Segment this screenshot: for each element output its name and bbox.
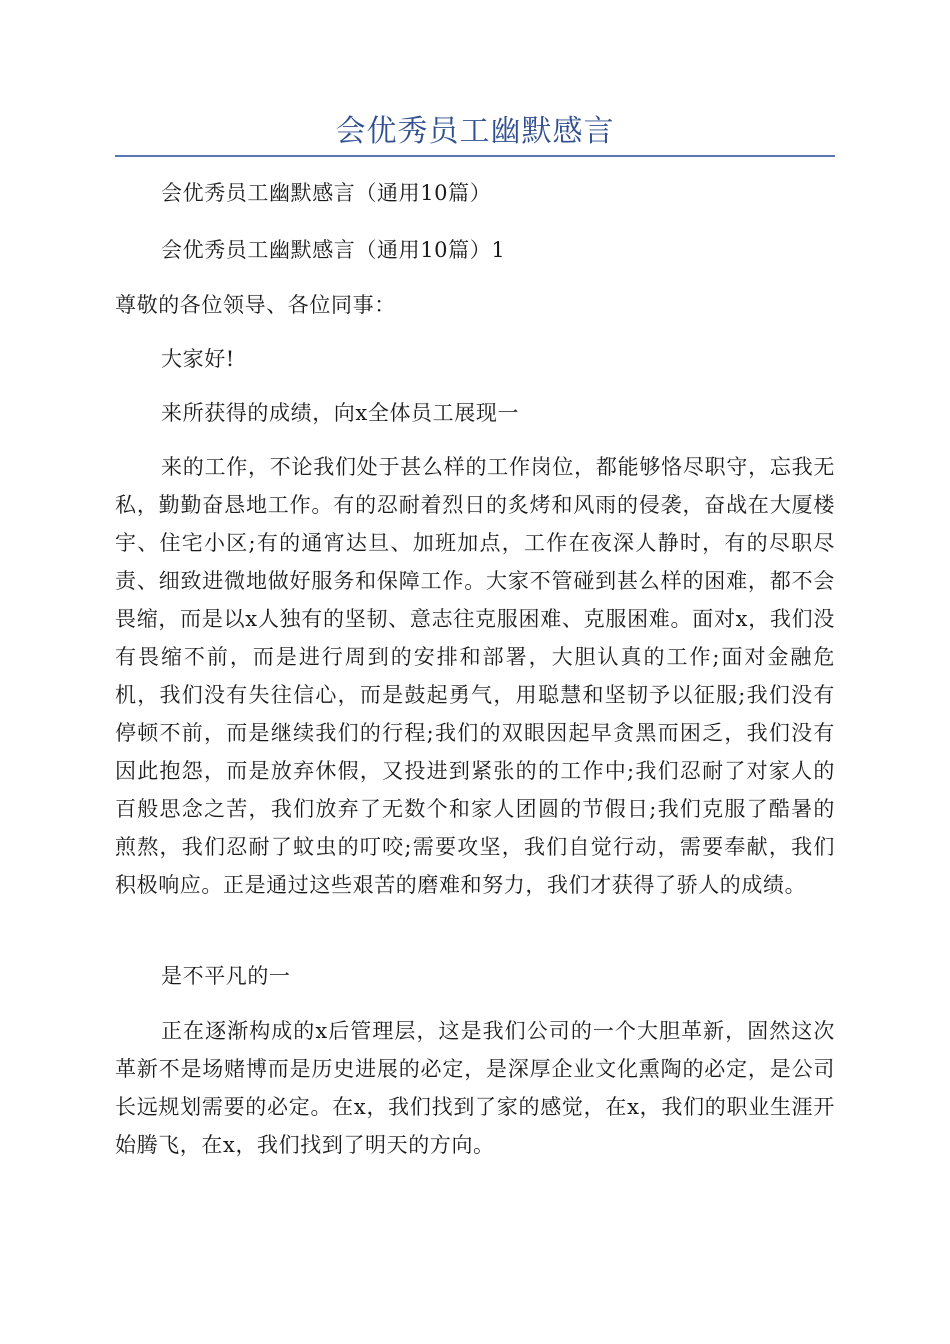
paragraph: 会优秀员工幽默感言（通用10篇）1: [161, 238, 506, 262]
short-line: [115, 957, 835, 995]
paragraph: 正在逐渐构成的x后管理层，这是我们公司的一个大胆革新，固然这次革新不是场赌博而是历史进展的必定，是深厚企业文化熏陶的必定，是公司长远规划需要的必定。在x，我们找到了家的感觉，在x，我们的职业生涯开始腾飞，在x，我们找到了明天的方向。: [115, 1019, 835, 1157]
closing-paragraph: [115, 1012, 835, 1164]
paragraph: 是不平凡的一: [161, 964, 291, 988]
paragraph: 来的工作，不论我们处于甚么样的工作岗位，都能够恪尽职守，忘我无私，勤勤奋恳地工作。有的忍耐着烈日的炙烤和风雨的侵袭，奋战在大厦楼宇、住宅小区;有的通宵达旦、加班加点，工作在夜深人静时，有的尽职尽责、细致进微地做好服务和保障工作。大家不管碰到甚么样的困难，都不会畏缩，而是以x人独有的坚韧、意志往克服困难、克服困难。面对x，我们没有畏缩不前，而是进行周到的安排和部署，大胆认真的工作;面对金融危机，我们没有失往信心，而是鼓起勇气，用聪慧和坚韧予以征服;我们没有停顿不前，而是继续我们的行程;我们的双眼因起早贪黑而困乏，我们没有因此抱怨，而是放弃休假，又投进到紧张的的工作中;我们忍耐了对家人的百般思念之苦，我们放弃了无数个和家人团圆的节假日;我们克服了酷暑的煎熬，我们忍耐了蚊虫的叮咬;需要攻坚，我们自觉行动，需要奉献，我们积极响应。正是通过这些艰苦的磨难和努力，我们才获得了骄人的成绩。: [115, 455, 835, 897]
paragraph: 尊敬的各位领导、各位同事：: [115, 293, 396, 317]
main-paragraph: [115, 448, 835, 904]
title-underline: [115, 155, 835, 157]
document-title: 会优秀员工幽默感言: [335, 114, 615, 149]
paragraph: 大家好!: [161, 347, 235, 371]
section-heading: [115, 231, 835, 269]
paragraph: 来所获得的成绩，向x全体员工展现一: [161, 401, 520, 425]
subtitle-paragraph: [115, 174, 835, 212]
intro-line: [115, 394, 835, 432]
paragraph: 会优秀员工幽默感言（通用10篇）: [161, 181, 492, 205]
greeting: [115, 340, 835, 378]
salutation: [115, 286, 835, 324]
